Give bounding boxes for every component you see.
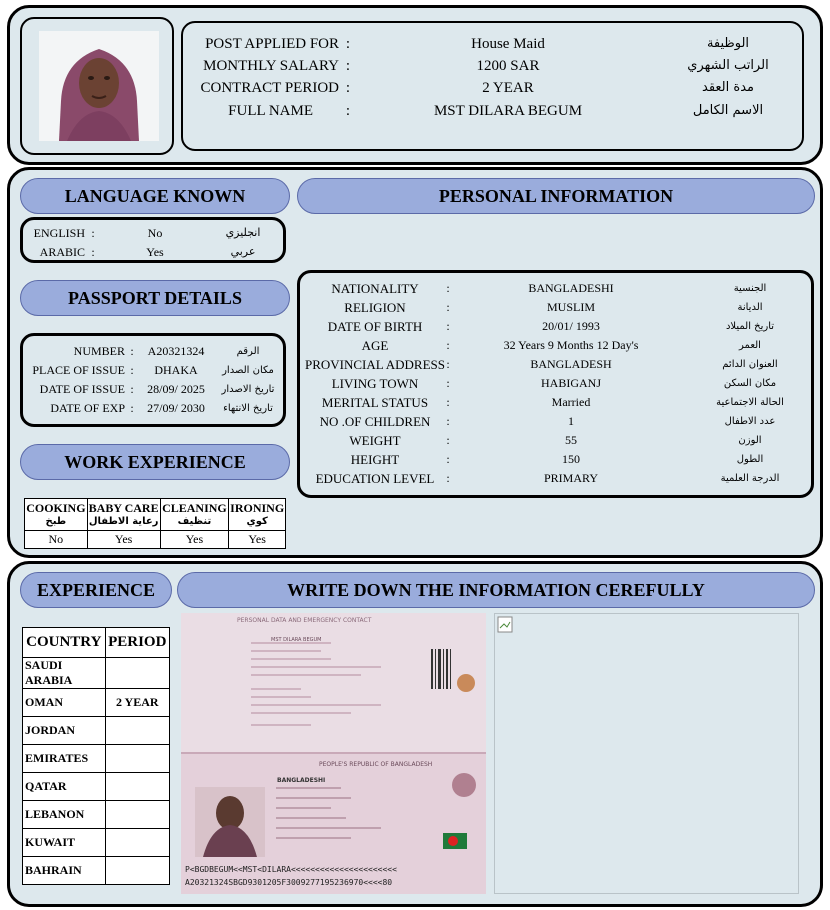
table-row — [23, 689, 170, 717]
row-colon: : — [130, 344, 134, 358]
row-label: NUMBER — [73, 344, 125, 358]
work-value: No — [25, 531, 88, 549]
country-cell: KUWAIT — [23, 829, 106, 857]
passport-country: PEOPLE'S REPUBLIC OF BANGLADESH — [319, 761, 433, 768]
table-row — [23, 717, 170, 745]
row-colon: : — [130, 401, 134, 415]
work-col-babycare — [87, 499, 160, 531]
row-label: NATIONALITY — [331, 281, 419, 296]
language-known-title: LANGUAGE KNOWN — [20, 178, 290, 214]
work-col-ironing — [229, 499, 286, 531]
table-row — [23, 801, 170, 829]
row-value: 20/01/ 1993 — [542, 319, 600, 333]
passport-expiry-row — [23, 399, 283, 418]
applicant-photo-image — [39, 31, 159, 141]
work-col-cooking — [25, 499, 88, 531]
passport-heading: PERSONAL DATA AND EMERGENCY CONTACT — [237, 617, 372, 624]
row-label: POST APPLIED FOR — [205, 36, 339, 52]
personal-info-row — [300, 279, 811, 298]
row-colon: : — [446, 471, 450, 485]
row-label: DATE OF BIRTH — [327, 319, 423, 334]
row-value: A20321324 — [147, 344, 205, 358]
table-row — [23, 829, 170, 857]
personal-info-row — [300, 374, 811, 393]
row-label: ARABIC — [39, 245, 85, 259]
personal-information-title: PERSONAL INFORMATION — [297, 178, 815, 214]
period-cell — [105, 658, 169, 689]
work-col-cleaning — [160, 499, 229, 531]
row-arabic: الجنسية — [733, 283, 767, 294]
work-col-ar: طبخ — [45, 515, 67, 527]
period-cell: 2 YEAR — [105, 689, 169, 717]
passport-place-row — [23, 361, 283, 380]
row-value: 150 — [562, 452, 580, 466]
row-value: BANGLADESH — [530, 357, 612, 371]
country-cell: OMAN — [23, 689, 106, 717]
job-info-box — [181, 21, 804, 151]
broken-image-icon — [497, 616, 515, 634]
row-colon: : — [345, 36, 351, 52]
personal-info-row — [300, 412, 811, 431]
language-arabic-row — [23, 243, 283, 261]
personal-info-box — [297, 270, 814, 498]
applicant-photo — [39, 31, 159, 141]
personal-info-row — [300, 336, 811, 355]
row-label: ENGLISH — [33, 226, 85, 240]
row-arabic: انجليزي — [225, 226, 261, 239]
period-cell — [105, 801, 169, 829]
row-colon: : — [345, 80, 351, 96]
row-value: BANGLADESHI — [528, 281, 614, 295]
row-arabic: الوظيفة — [706, 36, 750, 51]
row-value: Yes — [146, 245, 164, 259]
row-colon: : — [345, 103, 351, 119]
personal-info-row — [300, 469, 811, 488]
period-cell — [105, 857, 169, 885]
row-label: AGE — [361, 338, 389, 353]
row-colon: : — [446, 433, 450, 447]
passport-scan-graphic — [181, 613, 486, 894]
row-label: NO .OF CHILDREN — [319, 414, 431, 429]
row-value: 32 Years 9 Months 12 Day's — [503, 338, 639, 352]
row-arabic: مكان السكن — [723, 378, 777, 389]
row-label: MONTHLY SALARY — [203, 58, 339, 74]
period-header: PERIOD — [105, 628, 169, 658]
period-cell — [105, 717, 169, 745]
row-arabic: تاريخ الميلاد — [725, 321, 775, 332]
row-arabic: مدة العقد — [702, 80, 754, 95]
work-experience-table — [24, 498, 286, 549]
passport-issue-row — [23, 380, 283, 399]
work-value: Yes — [87, 531, 160, 549]
personal-info-row — [300, 355, 811, 374]
row-value: MUSLIM — [546, 300, 595, 314]
work-col-ar: كوي — [246, 515, 268, 527]
row-colon: : — [446, 414, 450, 428]
work-col-en: COOKING — [26, 500, 86, 515]
row-arabic: الديانة — [737, 302, 763, 313]
row-arabic: عربي — [230, 245, 256, 258]
work-value: Yes — [160, 531, 229, 549]
work-col-en: IRONING — [230, 500, 285, 515]
experience-title: EXPERIENCE — [20, 572, 172, 608]
row-value: 1 — [568, 414, 574, 428]
period-cell — [105, 773, 169, 801]
row-colon: : — [345, 58, 351, 74]
row-label: PLACE OF ISSUE — [32, 363, 125, 377]
country-header: COUNTRY — [23, 628, 106, 658]
row-colon: : — [91, 226, 95, 240]
details-panel — [7, 167, 823, 558]
row-value: 27/09/ 2030 — [147, 401, 205, 415]
contract-period-row — [183, 77, 802, 99]
passport-number-row — [23, 342, 283, 361]
work-value: Yes — [229, 531, 286, 549]
row-arabic: الراتب الشهري — [687, 58, 769, 73]
write-info-title: WRITE DOWN THE INFORMATION CEREFULLY — [177, 572, 815, 608]
table-row — [23, 658, 170, 689]
personal-info-row — [300, 317, 811, 336]
row-label: DATE OF ISSUE — [39, 382, 125, 396]
passport-scan-image — [181, 613, 486, 894]
row-arabic: العنوان الدائم — [722, 359, 778, 370]
monthly-salary-row — [183, 55, 802, 77]
row-label: DATE OF EXP — [50, 401, 125, 415]
row-colon: : — [446, 376, 450, 390]
country-cell: LEBANON — [23, 801, 106, 829]
row-colon: : — [446, 338, 450, 352]
row-colon: : — [446, 357, 450, 371]
row-arabic: الطول — [736, 454, 764, 465]
row-label: WEIGHT — [349, 433, 401, 448]
country-cell: EMIRATES — [23, 745, 106, 773]
country-experience-table — [22, 627, 170, 885]
table-row — [23, 773, 170, 801]
work-col-ar: تنظيف — [177, 515, 212, 527]
period-cell — [105, 829, 169, 857]
country-cell: JORDAN — [23, 717, 106, 745]
row-arabic: الوزن — [738, 435, 762, 446]
row-arabic: عدد الاطفال — [724, 416, 776, 427]
work-experience-title: WORK EXPERIENCE — [20, 444, 290, 480]
row-arabic: الرقم — [236, 346, 260, 357]
row-value: No — [147, 226, 163, 240]
row-colon: : — [130, 382, 134, 396]
work-col-ar: رعاية الاطفال — [88, 515, 159, 527]
row-colon: : — [446, 395, 450, 409]
row-arabic: تاريخ الاصدار — [221, 384, 275, 395]
row-value: 28/09/ 2025 — [147, 382, 205, 396]
work-col-en: BABY CARE — [88, 500, 159, 515]
row-arabic: العمر — [739, 340, 761, 351]
row-value: 1200 SAR — [476, 58, 540, 74]
row-value: House Maid — [471, 36, 545, 52]
personal-info-row — [300, 298, 811, 317]
period-cell — [105, 745, 169, 773]
full-name-row — [183, 100, 802, 122]
passport-mrz-1: P<BGDBEGUM<<MST<DILARA<<<<<<<<<<<<<<<<<<<<<< — [185, 865, 397, 874]
passport-nationality: BANGLADESHI — [277, 777, 326, 784]
row-label: EDUCATION LEVEL — [315, 471, 435, 486]
passport-details-title: PASSPORT DETAILS — [20, 280, 290, 316]
country-cell: SAUDI ARABIA — [23, 658, 106, 689]
language-box — [20, 217, 286, 263]
row-colon: : — [446, 452, 450, 466]
country-cell: BAHRAIN — [23, 857, 106, 885]
personal-info-row — [300, 450, 811, 469]
row-value: 2 YEAR — [482, 80, 534, 96]
header-panel — [7, 5, 823, 165]
row-arabic: مكان الصدار — [222, 365, 274, 376]
row-label: RELIGION — [344, 300, 406, 315]
table-row — [23, 857, 170, 885]
row-colon: : — [446, 300, 450, 314]
country-cell: QATAR — [23, 773, 106, 801]
passport-box — [20, 333, 286, 427]
passport-name-line: MST DILARA BEGUM — [271, 637, 322, 643]
row-arabic: الاسم الكامل — [692, 103, 764, 118]
experience-panel — [7, 561, 823, 907]
row-label: HEIGHT — [350, 452, 400, 467]
photo-frame — [20, 17, 174, 155]
broken-image — [494, 613, 799, 894]
personal-info-row — [300, 431, 811, 450]
row-label: FULL NAME — [228, 103, 313, 119]
work-col-en: CLEANING — [162, 500, 227, 515]
personal-info-row — [300, 393, 811, 412]
row-value: 55 — [565, 433, 577, 447]
row-label: MERITAL STATUS — [321, 395, 429, 410]
row-value: DHAKA — [154, 363, 198, 377]
language-english-row — [23, 224, 283, 242]
row-arabic: الحالة الاجتماعية — [716, 397, 784, 408]
row-colon: : — [91, 245, 95, 259]
row-value: MST DILARA BEGUM — [433, 103, 583, 119]
row-arabic: الدرجة العلمية — [720, 473, 780, 484]
row-value: Married — [551, 395, 591, 409]
row-label: PROVINCIAL ADDRESS — [304, 357, 445, 372]
table-row — [23, 745, 170, 773]
row-colon: : — [130, 363, 134, 377]
row-label: LIVING TOWN — [331, 376, 419, 391]
row-label: CONTRACT PERIOD — [200, 80, 339, 96]
passport-mrz-2: A20321324SBGD9301205F3009277195236970<<<<80 — [185, 878, 393, 887]
row-value: PRIMARY — [543, 471, 599, 485]
row-colon: : — [446, 281, 450, 295]
row-colon: : — [446, 319, 450, 333]
row-arabic: تاريخ الانتهاء — [223, 403, 273, 414]
row-value: HABIGANJ — [541, 376, 601, 390]
post-applied-row — [183, 33, 802, 55]
